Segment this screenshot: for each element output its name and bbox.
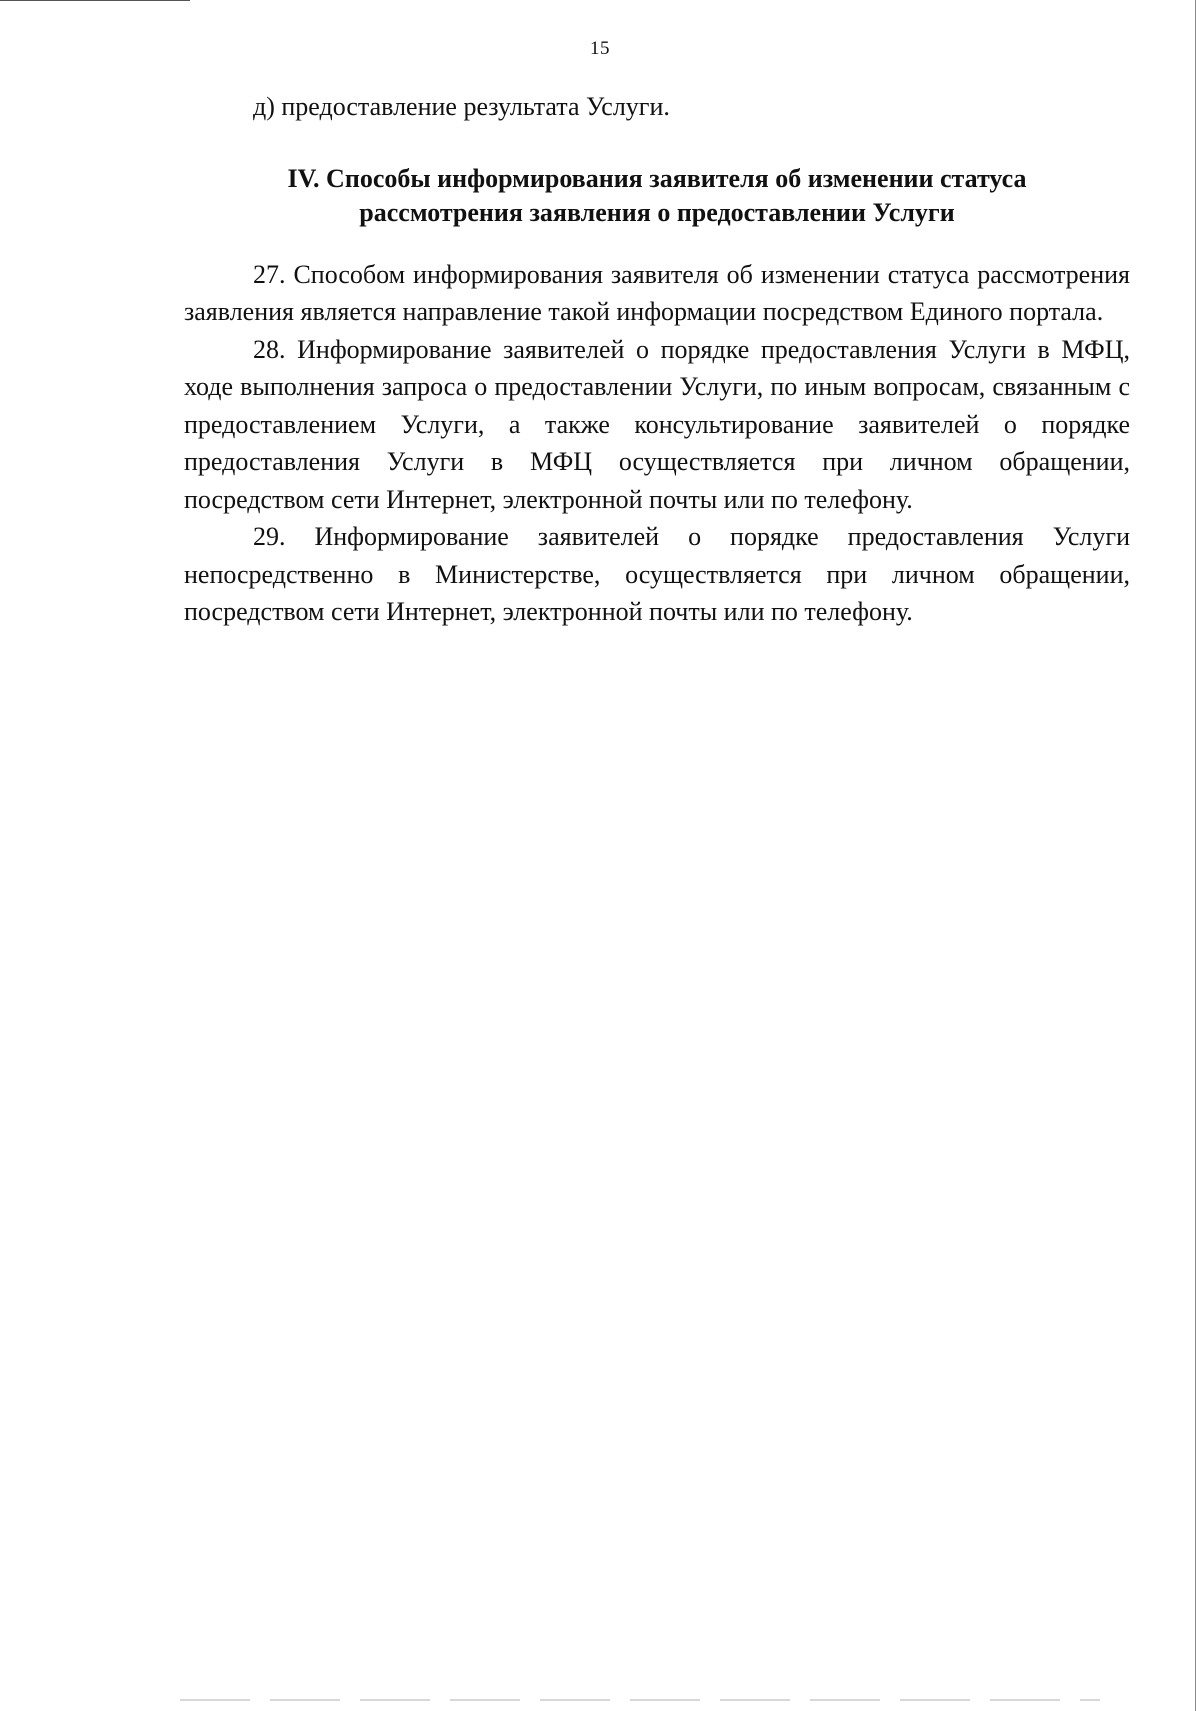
scan-edge-mark-bottom xyxy=(180,1699,1100,1701)
paragraph-29: 29. Информирование заявителей о порядке предоставления Услуги непосредственно в Министерстве, осуществляется при личном обращении, посредством сети Интернет, электронной почты или по телефону. xyxy=(184,522,1130,626)
section-heading xyxy=(184,162,1130,230)
scan-edge-mark-top xyxy=(0,0,190,1)
lead-list-item: д) предоставление результата Услуги. xyxy=(253,92,670,121)
paragraph-28: 28. Информирование заявителей о порядке предоставления Услуги в МФЦ, ходе выполнения запроса о предоставлении Услуги, по иным вопросам, связанным с предоставлением Услуги, а также консультирование заявителей о порядке предоставления Услуги в МФЦ осуществляется при личном обращении, посредством сети Интернет, электронной почты или по телефону. xyxy=(184,334,1130,514)
scan-edge-mark-right xyxy=(1195,0,1196,1711)
document-body xyxy=(184,88,1130,631)
paragraph-27: 27. Способом информирования заявителя об изменении статуса рассмотрения заявления является направление такой информации посредством Единого портала. xyxy=(184,259,1130,326)
section-heading-line-2: рассмотрения заявления о предоставлении Услуги xyxy=(359,197,955,227)
page-number: 15 xyxy=(590,38,610,59)
section-heading-line-1: IV. Способы информирования заявителя об изменении статуса xyxy=(287,163,1027,193)
